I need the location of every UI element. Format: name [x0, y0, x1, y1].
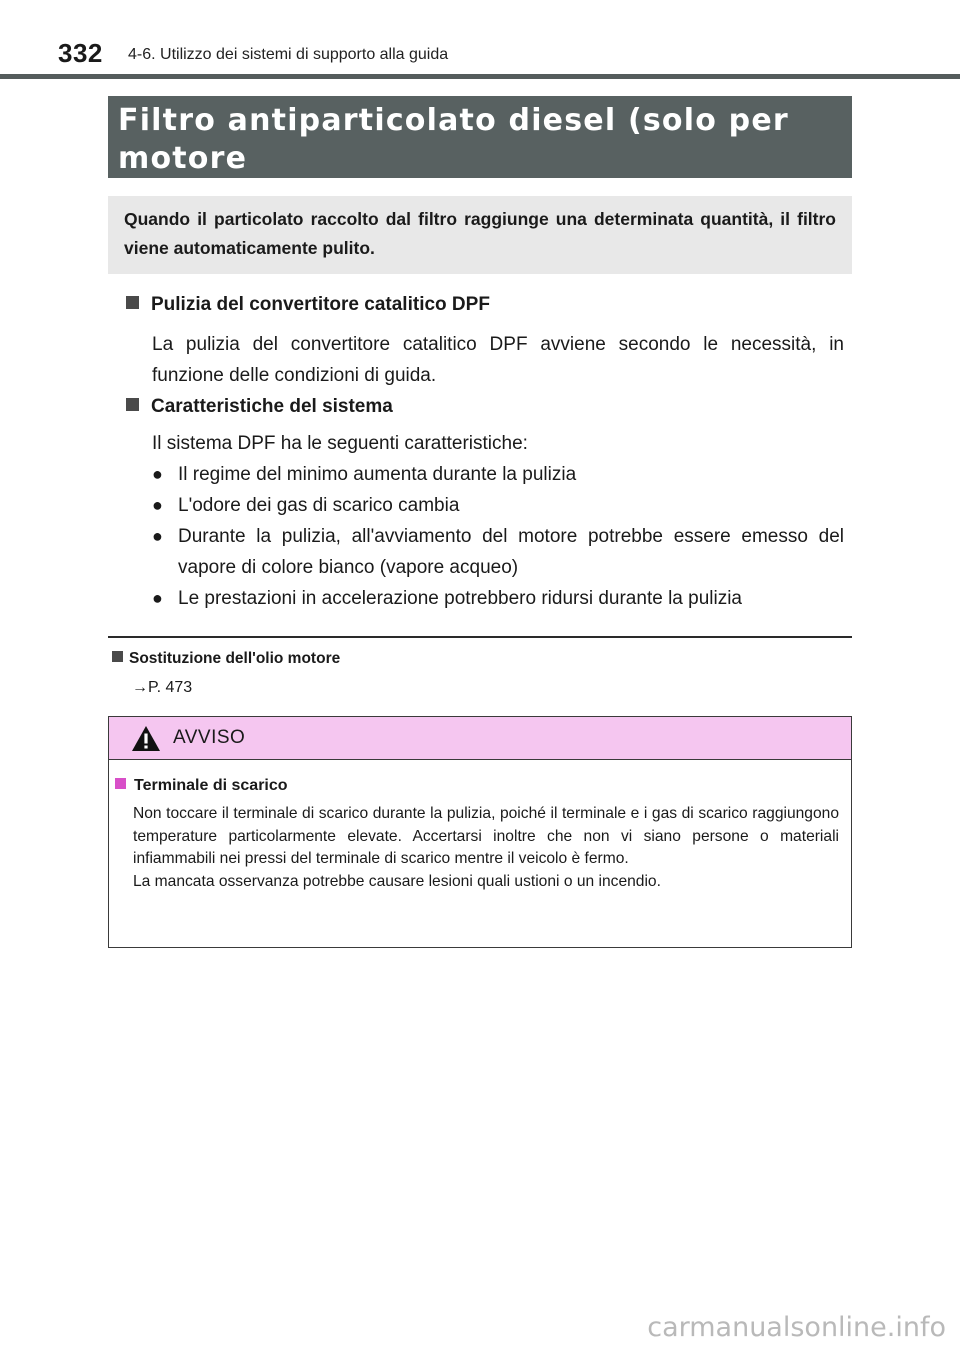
intro-box: [108, 196, 852, 274]
topic-text-dpf-cleaning: La pulizia del convertitore catalitico DPF avviene secondo le necessità, in funzione delle condizioni di guida.: [152, 334, 844, 386]
topic-heading-features: [126, 396, 393, 418]
bullet-dot-icon: ●: [152, 588, 163, 608]
list-item: [152, 521, 844, 583]
note-heading: [112, 650, 340, 668]
topic-heading-label: Caratteristiche del sistema: [151, 396, 393, 417]
page-reference-link[interactable]: →P. 473: [132, 679, 193, 696]
square-bullet-icon: [126, 398, 139, 411]
section-title-line1: Filtro antiparticolato diesel (solo per motore: [118, 103, 789, 176]
warning-text-main: Non toccare il terminale di scarico durante la pulizia, poiché il terminale e i gas di scarico raggiungono temperature particolarmente elevate. Accertarsi inoltre che non vi siano persone o materiali infiammabili nei pressi del terminale di scarico mentre il veicolo è fermo.: [133, 805, 839, 867]
list-item: [152, 583, 844, 614]
list-item-text: L'odore dei gas di scarico cambia: [178, 495, 460, 516]
list-item-text: Le prestazioni in accelerazione potrebbero ridursi durante la pulizia: [178, 588, 742, 609]
warning-triangle-icon: [131, 725, 161, 752]
list-item: [152, 490, 844, 521]
square-bullet-icon: [112, 651, 123, 662]
list-item: [152, 459, 844, 490]
chapter-title: 4-6. Utilizzo dei sistemi di supporto alla guida: [128, 46, 449, 63]
warning-label: AVVISO: [173, 727, 246, 748]
topic-heading-label: Pulizia del convertitore catalitico DPF: [151, 294, 490, 315]
header-rule: [0, 74, 960, 79]
section-divider: [108, 636, 852, 638]
page-number: 332: [58, 38, 103, 68]
bullet-dot-icon: ●: [152, 464, 163, 484]
square-bullet-icon: [115, 778, 126, 789]
list-item-text: Il regime del minimo aumenta durante la pulizia: [178, 464, 577, 485]
warning-header: [109, 717, 851, 760]
square-bullet-icon: [126, 296, 139, 309]
warning-subheading-label: Terminale di scarico: [134, 777, 288, 794]
bullet-dot-icon: ●: [152, 495, 163, 515]
warning-text: [133, 803, 839, 893]
warning-text-consequence: La mancata osservanza potrebbe causare lesioni quali ustioni o un incendio.: [133, 872, 661, 890]
note-heading-label: Sostituzione dell'olio motore: [129, 650, 341, 667]
bullet-dot-icon: ●: [152, 526, 163, 546]
intro-text: Quando il particolato raccolto dal filtro raggiunge una determinata quantità, il filtro viene automaticamente pulito.: [124, 209, 836, 258]
watermark: carmanualsonline.info: [647, 1312, 946, 1343]
topic-heading-dpf-cleaning: [126, 294, 490, 316]
section-title-banner: [108, 96, 852, 178]
list-item-text: Durante la pulizia, all'avviamento del motore potrebbe essere emesso del vapore di colore bianco (vapore acqueo): [178, 526, 844, 578]
warning-box: [108, 716, 852, 948]
warning-subheading: [115, 777, 288, 795]
topic-text-features: Il sistema DPF ha le seguenti caratteristiche:: [152, 433, 528, 454]
